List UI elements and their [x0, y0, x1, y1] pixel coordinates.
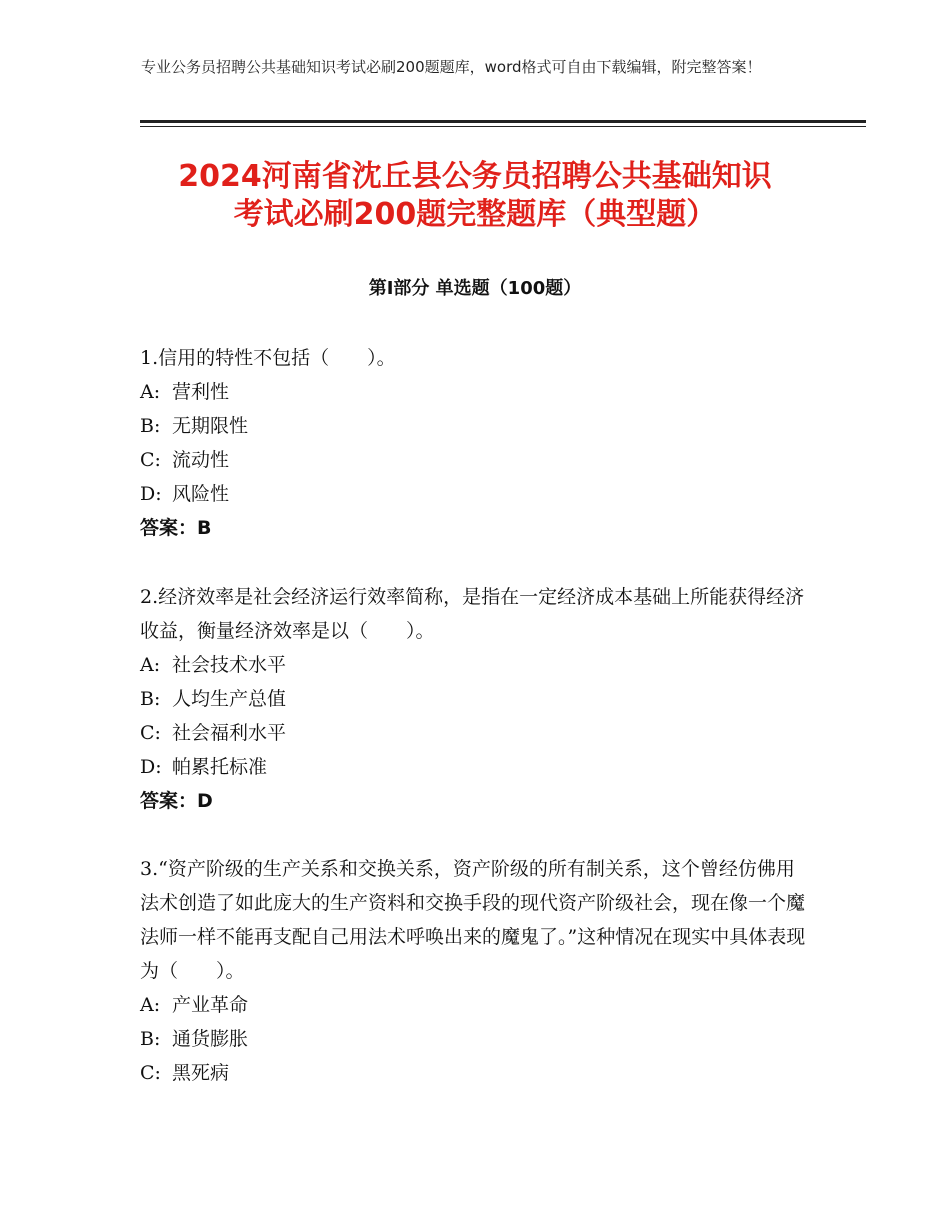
option-text: 风险性 — [172, 483, 230, 505]
option-letter: C: — [140, 449, 161, 471]
question-stem: 1.信用的特性不包括（ ）。 — [140, 347, 396, 369]
option-text: 通货膨胀 — [172, 1028, 249, 1050]
option-text: 无期限性 — [172, 415, 249, 437]
header-note: 专业公务员招聘公共基础知识考试必刷200题题库，word格式可自由下载编辑，附完整答案！ — [141, 58, 762, 76]
title-line-1: 2024河南省沈丘县公务员招聘公共基础知识 — [178, 159, 772, 194]
option-text: 社会技术水平 — [172, 654, 287, 676]
option-text: 帕累托标准 — [172, 756, 268, 778]
question-3 — [140, 852, 810, 1090]
option-text: 产业革命 — [172, 994, 249, 1016]
option-text: 流动性 — [172, 449, 230, 471]
answer-line: 答案：D — [140, 790, 213, 812]
option-letter: D: — [140, 756, 162, 778]
question-1 — [140, 341, 810, 545]
answer-line: 答案：B — [140, 517, 212, 539]
option-c — [140, 443, 810, 477]
option-d — [140, 750, 810, 784]
option-letter: A: — [140, 381, 161, 403]
option-letter: B: — [140, 415, 161, 437]
title-line-2: 考试必刷200题完整题库（典型题） — [233, 197, 717, 232]
option-letter: B: — [140, 688, 161, 710]
option-letter: A: — [140, 994, 161, 1016]
question-stem: 3.“资产阶级的生产关系和交换关系，资产阶级的所有制关系，这个曾经仿佛用法术创造了如此庞大的生产资料和交换手段的现代资产阶级社会，现在像一个魔法师一样不能再支配自己用法术呼唤出来的魔鬼了。”这种情况在现实中具体表现为（ ）。 — [140, 858, 806, 982]
option-text: 社会福利水平 — [172, 722, 287, 744]
option-a — [140, 648, 810, 682]
option-letter: D: — [140, 483, 162, 505]
question-stem: 2.经济效率是社会经济运行效率简称，是指在一定经济成本基础上所能获得经济收益，衡量经济效率是以（ ）。 — [140, 586, 805, 642]
option-letter: C: — [140, 722, 161, 744]
option-b — [140, 409, 810, 443]
option-b — [140, 682, 810, 716]
option-c — [140, 716, 810, 750]
option-text: 人均生产总值 — [172, 688, 287, 710]
document-title — [120, 158, 830, 234]
option-letter: A: — [140, 654, 161, 676]
option-text: 黑死病 — [172, 1062, 230, 1084]
option-d — [140, 477, 810, 511]
option-c — [140, 1056, 810, 1090]
option-letter: C: — [140, 1062, 161, 1084]
option-a — [140, 375, 810, 409]
section-title: 第Ⅰ部分 单选题（100题） — [368, 278, 582, 299]
option-letter: B: — [140, 1028, 161, 1050]
question-2 — [140, 580, 810, 818]
header-divider-thin — [140, 126, 866, 127]
option-text: 营利性 — [172, 381, 230, 403]
header-divider-thick — [140, 120, 866, 123]
option-a — [140, 988, 810, 1022]
option-b — [140, 1022, 810, 1056]
